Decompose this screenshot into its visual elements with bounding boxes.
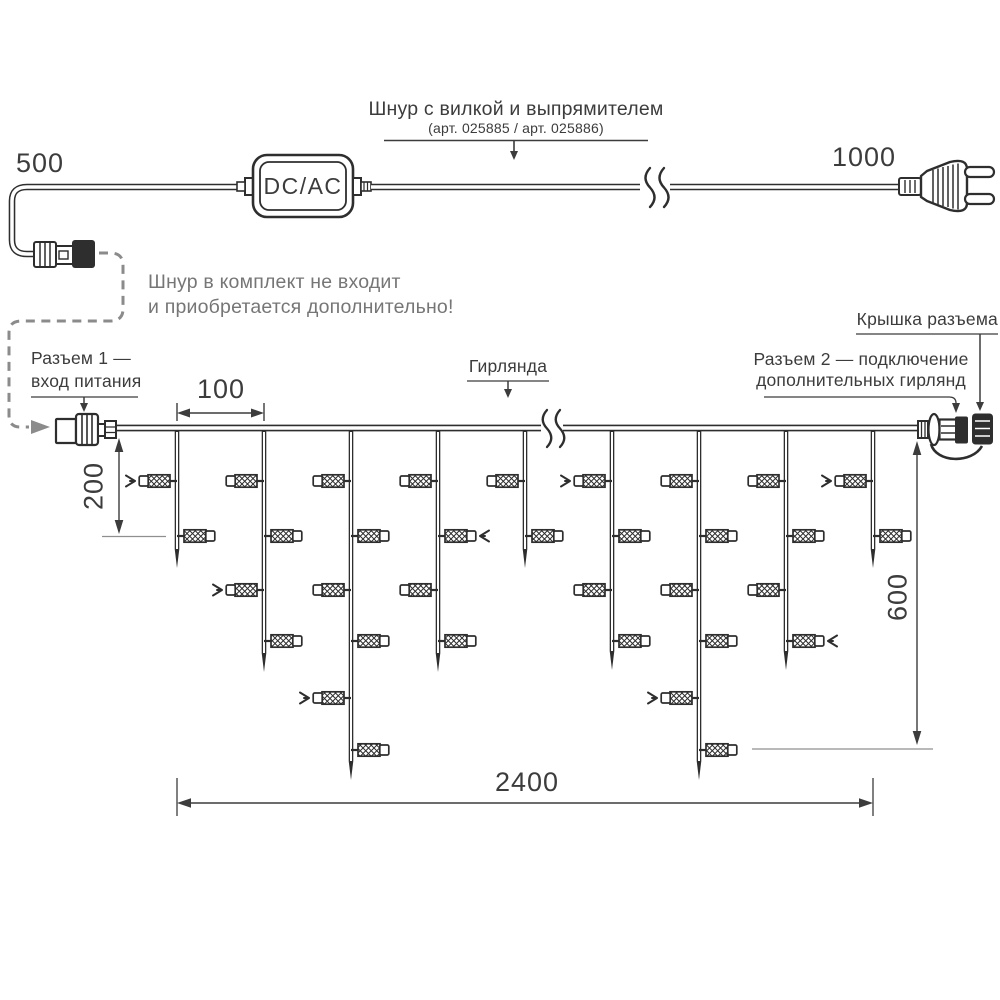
lamp-cap (139, 476, 148, 486)
connector1-sleeve (56, 419, 76, 443)
lamp-icon (873, 530, 911, 542)
converter-left-stub2 (237, 182, 245, 191)
plug-body (921, 161, 967, 211)
lamp-icon (699, 635, 737, 647)
callout-connector1 (31, 348, 141, 412)
lamp-icon (126, 475, 177, 487)
garland-drop (300, 430, 389, 780)
lamp-icon (822, 475, 873, 487)
drop-tip (523, 549, 528, 568)
garland-drop (400, 430, 489, 672)
dim100-value: 100 (196, 374, 246, 404)
lamp-cap (380, 745, 389, 755)
down-arrow-icon (80, 403, 88, 412)
lamp-direction-arrow-left-icon (480, 531, 489, 542)
lamp-icon (300, 692, 351, 704)
plug-prong-bottom (965, 194, 994, 204)
callout-garland (467, 356, 549, 398)
lamp-cap (728, 636, 737, 646)
lamp-cap (487, 476, 496, 486)
garland-drop (648, 430, 737, 780)
connector1-label-line2: вход питания (31, 371, 142, 391)
right-arrow-icon (251, 409, 264, 418)
converter-right-stub2 (361, 182, 371, 191)
lamp-icon (313, 584, 351, 596)
lamp-cap (661, 693, 670, 703)
dim2400-value: 2400 (494, 767, 560, 797)
lamp-icon (264, 530, 302, 542)
callout-connector2 (753, 349, 968, 413)
garland-drop (126, 430, 215, 568)
garland-input-connector (56, 414, 116, 445)
lamp-icon (177, 530, 215, 542)
converter-label: DC/AC (263, 173, 343, 199)
drop-tip (697, 761, 702, 780)
down-arrow-icon (510, 151, 518, 160)
lamp-icon (786, 635, 837, 647)
connector2-label-line1: Разъем 2 — подключение (753, 349, 969, 369)
lamp-icon (213, 584, 264, 596)
down-arrow-icon (952, 403, 960, 413)
lamp-cap (661, 585, 670, 595)
down-arrow-icon (976, 402, 984, 411)
lamp-direction-arrow-right-icon (126, 476, 135, 487)
lamp-icon (574, 584, 612, 596)
lamp-icon (351, 635, 389, 647)
lamp-icon (661, 584, 699, 596)
connector1-neck (98, 424, 105, 436)
lamp-icon (264, 635, 302, 647)
drop-tip (436, 653, 441, 672)
lamp-direction-arrow-right-icon (300, 693, 309, 704)
garland-output-connector (918, 414, 993, 459)
drop-tip (871, 549, 876, 568)
lamp-cap (641, 636, 650, 646)
garland-label: Гирлянда (468, 356, 548, 376)
lamp-icon (351, 744, 389, 756)
lamp-cap (380, 636, 389, 646)
lamp-cap (206, 531, 215, 541)
lamp-direction-arrow-right-icon (561, 476, 570, 487)
lamp-cap (467, 636, 476, 646)
cord-right-length-label: 1000 (831, 142, 897, 172)
dim100-ticks (177, 403, 264, 421)
lamp-direction-arrow-left-icon (828, 636, 837, 647)
cord-left-length-label: 500 (15, 148, 65, 178)
down-arrow-icon (115, 520, 124, 534)
lamp-cap (574, 585, 583, 595)
lamp-cap (380, 531, 389, 541)
connector-cap (972, 414, 993, 445)
lamp-icon (699, 744, 737, 756)
connector-window (59, 251, 68, 259)
connector2-neck (918, 421, 928, 438)
lamp-cap (902, 531, 911, 541)
lamp-direction-arrow-right-icon (213, 585, 222, 596)
lamp-icon (525, 530, 563, 542)
lamp-direction-arrow-right-icon (822, 476, 831, 487)
cable-break-icon (646, 168, 669, 207)
left-arrow-icon (177, 798, 191, 807)
drop-tip (262, 653, 267, 672)
lamp-icon (313, 475, 351, 487)
garland-drops (126, 430, 911, 780)
dimension-100 (177, 374, 264, 421)
lamp-direction-arrow-right-icon (648, 693, 657, 704)
lamp-cap (313, 476, 322, 486)
lamp-cap (815, 636, 824, 646)
lamp-cap (313, 585, 322, 595)
dashed-leader (9, 253, 123, 427)
lamp-icon (612, 530, 650, 542)
garland-diagram (56, 410, 993, 780)
lamp-cap (400, 476, 409, 486)
cord-callout-title: Шнур с вилкой и выпрямителем (368, 98, 664, 120)
right-arrow-icon (859, 798, 873, 807)
connector-black-cap (72, 240, 95, 268)
drop-tip (610, 651, 615, 670)
lamp-cap (293, 531, 302, 541)
drop-tip (349, 761, 354, 780)
lamp-cap (661, 476, 670, 486)
plug-prong-top (965, 167, 994, 177)
lamp-cap (815, 531, 824, 541)
up-arrow-icon (115, 438, 124, 452)
lamp-cap (748, 585, 757, 595)
not-included-note (9, 253, 454, 434)
dim600-value: 600 (882, 572, 913, 622)
lamp-cap (748, 476, 757, 486)
lamp-icon (400, 475, 438, 487)
lamp-icon (661, 475, 699, 487)
lamp-icon (648, 692, 699, 704)
dc-ac-converter (237, 155, 371, 217)
lamp-cap (226, 585, 235, 595)
lamp-icon (438, 530, 489, 542)
garland-drop (561, 430, 650, 670)
left-arrow-icon (177, 409, 190, 418)
drop-tip (175, 549, 180, 568)
lamp-icon (438, 635, 476, 647)
lamp-icon (226, 475, 264, 487)
lamp-icon (699, 530, 737, 542)
connector2-black-end (955, 417, 968, 444)
lamp-icon (748, 584, 786, 596)
garland-drop (748, 430, 837, 670)
dimension-2400 (177, 767, 873, 816)
garland-drop (487, 430, 563, 568)
lamp-cap (226, 476, 235, 486)
mains-plug (899, 161, 994, 211)
down-arrow-icon (913, 731, 922, 745)
connector1-label-line1: Разъем 1 — (31, 348, 131, 368)
right-arrow-icon (31, 420, 50, 434)
lamp-cap (293, 636, 302, 646)
dim200-value: 200 (78, 461, 109, 511)
wire-break-icon (543, 410, 565, 447)
lamp-cap (641, 531, 650, 541)
lamp-cap (554, 531, 563, 541)
cap-label: Крышка разъема (856, 309, 998, 329)
lamp-cap (313, 693, 322, 703)
lamp-cap (400, 585, 409, 595)
lamp-icon (351, 530, 389, 542)
lamp-icon (400, 584, 438, 596)
lamp-cap (574, 476, 583, 486)
lamp-icon (561, 475, 612, 487)
cap-tether (931, 444, 982, 459)
lamp-icon (786, 530, 824, 542)
lamp-icon (612, 635, 650, 647)
lamp-icon (748, 475, 786, 487)
note-line2: и приобретается дополнительно! (148, 296, 454, 318)
cord-callout-subtitle: (арт. 025885 / арт. 025886) (428, 120, 604, 136)
lamp-cap (728, 531, 737, 541)
lamp-cap (728, 745, 737, 755)
down-arrow-icon (504, 389, 512, 398)
garland-drop (822, 430, 911, 568)
connector1-plug (105, 421, 116, 438)
lamp-cap (835, 476, 844, 486)
connector2-label-line2: дополнительных гирлянд (756, 370, 966, 390)
drop-tip (784, 651, 789, 670)
connector2-loop (929, 414, 940, 445)
converter-right-stub (353, 178, 361, 195)
lamp-icon (487, 475, 525, 487)
garland-drop (213, 430, 302, 672)
lamp-cap (467, 531, 476, 541)
connector2-body (940, 420, 957, 440)
note-line1: Шнур в комплект не входит (148, 271, 401, 293)
up-arrow-icon (913, 441, 922, 455)
connector2-underline (764, 397, 956, 403)
power-cord-diagram (12, 98, 994, 268)
cord-callout (368, 98, 663, 160)
dc-plug-connector (34, 240, 95, 268)
